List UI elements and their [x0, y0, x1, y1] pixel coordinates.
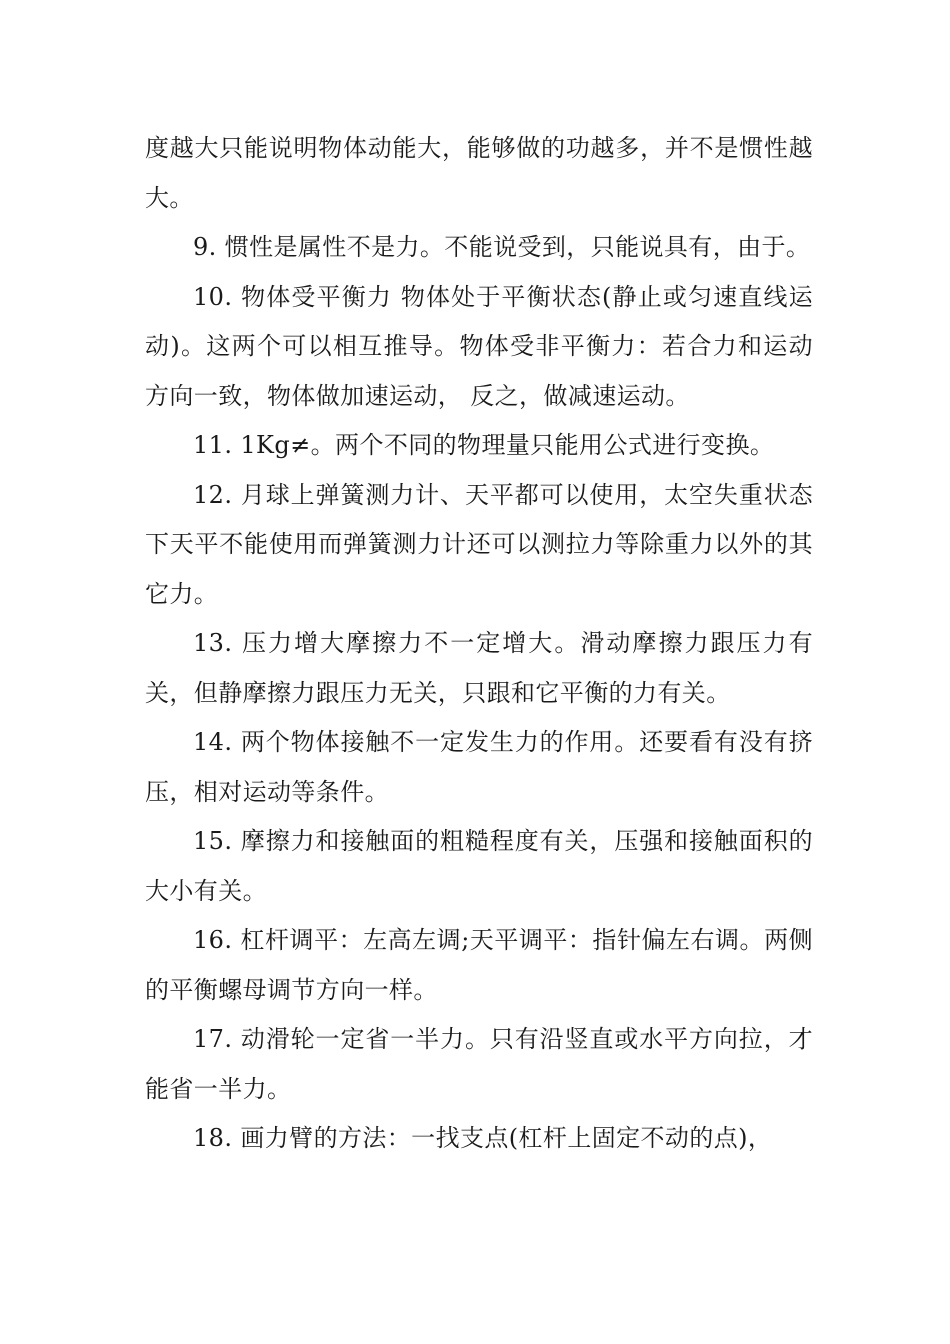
paragraph-text: 月球上弹簧测力计、天平都可以使用，太空失重状态下天平不能使用而弹簧测力计还可以测拉力等除重力以外的其它力。 — [145, 480, 813, 608]
paragraph-text: 杠杆调平：左高左调;天平调平：指针偏左右调。两侧的平衡螺母调节方向一样。 — [145, 926, 813, 1004]
paragraph-item-11 — [145, 421, 813, 471]
item-number: 13. — [193, 629, 233, 657]
paragraph-item-10 — [145, 273, 813, 422]
paragraph-text: 动滑轮一定省一半力。只有沿竖直或水平方向拉，才能省一半力。 — [145, 1025, 813, 1103]
item-number: 16. — [193, 926, 233, 954]
paragraph-text: 压力增大摩擦力不一定增大。滑动摩擦力跟压力有关，但静摩擦力跟压力无关，只跟和它平衡的力有关。 — [145, 629, 813, 707]
item-number: 14. — [193, 728, 233, 756]
paragraph-item-13 — [145, 619, 813, 718]
paragraph-text: 画力臂的方法：一找支点(杠杆上固定不动的点)， — [240, 1124, 773, 1152]
paragraph-item-17 — [145, 1015, 813, 1114]
paragraph-item-15 — [145, 817, 813, 916]
paragraph-item-9 — [145, 223, 813, 273]
paragraph-text: 度越大只能说明物体动能大，能够做的功越多，并不是惯性越大。 — [145, 134, 813, 212]
item-number: 18. — [193, 1124, 233, 1152]
paragraph-continuation — [145, 124, 813, 223]
document-body — [145, 124, 813, 1164]
paragraph-item-18 — [145, 1114, 813, 1164]
paragraph-item-14 — [145, 718, 813, 817]
item-number: 9. — [193, 233, 217, 261]
paragraph-text: 物体受平衡力 物体处于平衡状态(静止或匀速直线运动)。这两个可以相互推导。物体受非平衡力：若合力和运动方向一致，物体做加速运动， 反之，做减速运动。 — [145, 282, 813, 410]
item-number: 17. — [193, 1025, 233, 1053]
paragraph-text: 1Kg≠。两个不同的物理量只能用公式进行变换。 — [240, 431, 775, 459]
item-number: 15. — [193, 827, 233, 855]
paragraph-item-12 — [145, 471, 813, 620]
paragraph-text: 摩擦力和接触面的粗糙程度有关，压强和接触面积的大小有关。 — [145, 827, 813, 905]
item-number: 12. — [193, 480, 233, 509]
item-number: 10. — [193, 282, 233, 311]
paragraph-item-16 — [145, 916, 813, 1015]
item-number: 11. — [193, 431, 233, 459]
paragraph-text: 惯性是属性不是力。不能说受到，只能说具有，由于。 — [224, 233, 811, 261]
paragraph-text: 两个物体接触不一定发生力的作用。还要看有没有挤压，相对运动等条件。 — [145, 728, 813, 806]
